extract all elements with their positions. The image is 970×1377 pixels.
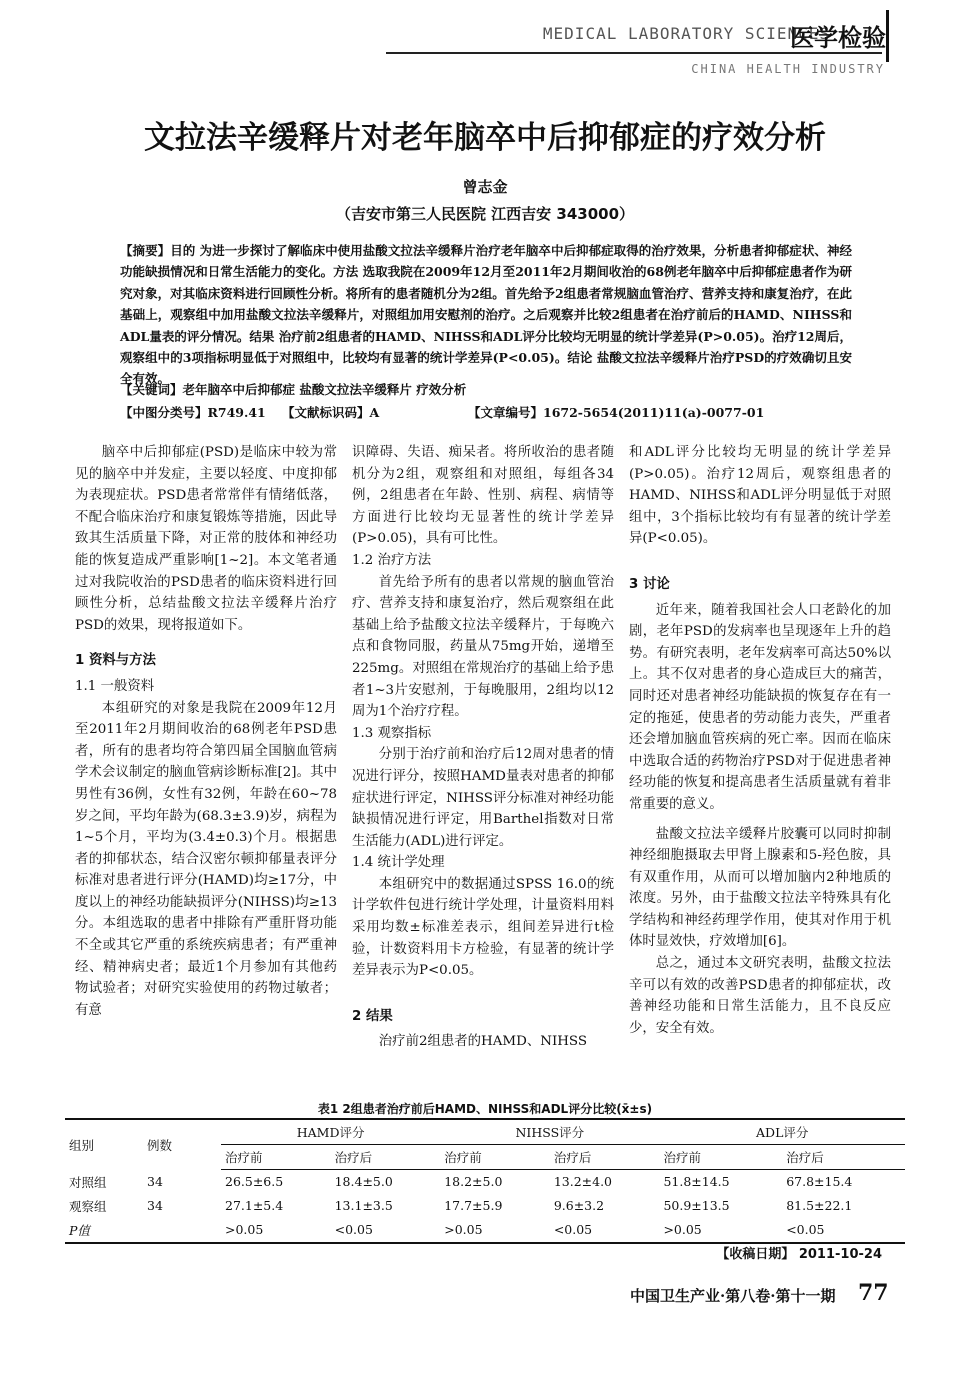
- discussion-paragraph-1: 近年来，随着我国社会人口老龄化的加剧，老年PSD的发病率也呈现逐年上升的趋势。有研究表明，老年发病率可高达50%以上。其不仅对患者的身心造成巨大的痛苦，同时还对患者神经功能缺损的恢复存在有一定的拖延，使患者的劳动能力丧失，严重者还会增加脑血管疾病的死亡率。因而在临床中选取合适的药物治疗PSD对于促进患者神经功能的恢复和提高患者生活质量就有着非常重要的意义。: [629, 602, 891, 812]
- table-cell: 67.8±15.4: [786, 1174, 853, 1190]
- keywords: [120, 380, 860, 398]
- section-heading-results: 2 结果: [352, 1008, 393, 1024]
- table-cell: 50.9±13.5: [663, 1198, 730, 1213]
- journal-subtitle-en: CHINA HEALTH INDUSTRY: [691, 62, 885, 76]
- header-rule: [386, 52, 882, 54]
- section-heading-discussion: 3 讨论: [629, 576, 670, 592]
- journal-section-cn: 医学检验: [790, 24, 886, 52]
- table-subheader-after: 治疗后: [782, 1145, 905, 1170]
- table-row: [65, 1218, 905, 1243]
- results-paragraph: 治疗前2组患者的HAMD、NIHSS: [378, 1034, 588, 1050]
- continued-paragraph: 识障碍、失语、痴呆者。将所收治的患者随机分为2组，观察组和对照组，每组各34例，2组患者在年龄、性别、病程、病情等方面进行比较均无显著性的统计学差异(P>0.05)，具有可比性。: [352, 445, 614, 547]
- table-header-adl: ADL评分: [659, 1119, 905, 1145]
- intro-paragraph: 脑卒中后抑郁症(PSD)是临床中较为常见的脑卒中并发症，主要以轻度、中度抑郁为表现症状。PSD患者常常伴有情绪低落，不配合临床治疗和康复锻炼等措施，因此导致其生活质量下降，对正常的肢体和神经功能的恢复造成严重影响[1~2]。本文笔者通过对我院收治的PSD患者的临床资料进行回顾性分析，总结盐酸文拉法辛缓释片治疗PSD的效果，现将报道如下。: [75, 445, 337, 633]
- discussion-paragraph-2: 盐酸文拉法辛缓释片胶囊可以同时抑制神经细胞摄取去甲肾上腺素和5-羟色胺，具有双重作用，从而可以增加脑内2种地质的浓度。另外，由于盐酸文拉法辛特殊具有化学结构和神经药理学作用，使其对作用于机体时显效快，疗效增加[6]。: [629, 826, 891, 950]
- table-cell: 17.7±5.9: [444, 1198, 503, 1213]
- author-affiliation: （吉安市第三人民医院 江西吉安 343000）: [335, 205, 635, 223]
- abstract-text: 目的 为进一步探讨了解临床中使用盐酸文拉法辛缓释片治疗老年脑卒中后抑郁症取得的治疗效果，分析患者抑郁症状、神经功能缺损情况和日常生活能力的变化。方法 选取我院在2009年12月至2011年2月期间收治的68例老年脑卒中后抑郁症患者作为研究对象，对其临床资料进行回顾性分析。将所有的患者随机分为2组。首先给予2组患者常规脑血管治疗、营养支持和康复治疗，在此基础上，观察组中加用盐酸文拉法辛缓释片，对照组加用安慰剂的治疗。之后观察并比较2组患者在治疗前后的HAMD、NIHSS和ADL量表的评分情况。结果 治疗前2组患者的HAMD、NIHSS和ADL评分比较均无明显的统计学差异(P>0.05)。治疗12周后，观察组中的3项指标明显低于对照组中，比较均有显著的统计学差异(P<0.05)。结论 盐酸文拉法辛缓释片治疗PSD的疗效确切且安全有效。: [120, 243, 852, 387]
- table-subheader-before: 治疗前: [221, 1145, 331, 1170]
- subsection-heading-observation: 1.3 观察指标: [352, 725, 432, 741]
- table-cell-count: 34: [147, 1198, 163, 1213]
- table-subheader-before: 治疗前: [440, 1145, 550, 1170]
- document-code: 【文献标识码】A: [282, 405, 380, 420]
- body-column-1: [75, 442, 337, 1021]
- conclusion-paragraph: 总之，通过本文研究表明，盐酸文拉法辛可以有效的改善PSD患者的抑郁症状，改善神经功能和日常生活能力，且不良反应少，安全有效。: [629, 956, 891, 1036]
- table-cell: 81.5±22.1: [786, 1198, 853, 1213]
- table-cell: >0.05: [659, 1218, 782, 1243]
- table-subheader-after: 治疗后: [331, 1145, 441, 1170]
- subsection-heading-general: 1.1 一般资料: [75, 678, 155, 694]
- table-cell: 26.5±6.5: [225, 1174, 284, 1190]
- table-cell: 18.4±5.0: [334, 1174, 393, 1190]
- table-header-hamd: HAMD评分: [221, 1119, 440, 1145]
- page-number: 77: [858, 1280, 889, 1306]
- results-table: [65, 1118, 905, 1244]
- received-date: 【收稿日期】 2011-10-24: [716, 1247, 882, 1262]
- keywords-text: 老年脑卒中后抑郁症 盐酸文拉法辛缓释片 疗效分析: [182, 382, 467, 397]
- table-cell-group: 观察组: [69, 1198, 107, 1214]
- body-column-3: [629, 442, 891, 1039]
- results-continued-paragraph: 和ADL评分比较均无明显的统计学差异(P>0.05)。治疗12周后，观察组患者的HAMD、NIHSS和ADL评分明显低于对照组中，3个指标比较均有有显著的统计学差异(P<0.05)。: [629, 445, 891, 547]
- table-row: [65, 1170, 905, 1194]
- table-cell: 51.8±14.5: [663, 1174, 730, 1190]
- article-number: 【文章编号】1672-5654(2011)11(a)-0077-01: [468, 405, 765, 420]
- table-cell-group: P值: [65, 1218, 143, 1243]
- table-cell: 27.1±5.4: [225, 1198, 284, 1213]
- header-bar-divider: [886, 10, 889, 62]
- table-cell: 13.2±4.0: [553, 1174, 613, 1190]
- table-header-group: 组别: [65, 1119, 143, 1170]
- table-subheader-after: 治疗后: [550, 1145, 660, 1170]
- table-cell: 9.6±3.2: [553, 1198, 605, 1213]
- body-column-2: [352, 442, 614, 1053]
- table-cell: >0.05: [440, 1218, 550, 1243]
- section-heading-methods: 1 资料与方法: [75, 653, 156, 669]
- general-data-paragraph: 本组研究的对象是我院在2009年12月至2011年2月期间收治的68例老年PSD患者，所有的患者均符合第四届全国脑血管病学术会议制定的脑血管病诊断标准[2]。其中男性有36例，女性有32例，年龄在60~78岁之间，平均年龄为(68.3±3.9)岁，病程为1~5个月，平均为(3.4±0.3)个月。根据患者的抑郁状态，结合汉密尔顿抑郁量表评分标准对患者进行评分(HAMD)均≥17分，中度以上的神经功能缺损评分(NIHSS)均≥13分。本组选取的患者中排除有严重肝肾功能不全或其它严重的系统疾病患者；有严重神经、精神病史者；最近1个月参加有其他药物试验者；对研究实验使用的药物过敏者；有意: [75, 700, 337, 1018]
- table-row: [65, 1194, 905, 1218]
- footer-journal-info: 中国卫生产业·第八卷·第十一期: [630, 1287, 836, 1305]
- clc-number: 【中图分类号】R749.41: [120, 405, 266, 420]
- table-cell: <0.05: [782, 1218, 905, 1243]
- table-cell: 18.2±5.0: [444, 1174, 503, 1190]
- subsection-heading-treatment: 1.2 治疗方法: [352, 552, 432, 568]
- abstract-label: 【摘要】: [120, 243, 171, 258]
- abstract: [120, 240, 852, 390]
- table-cell-count: [143, 1218, 221, 1243]
- table-cell-group: 对照组: [69, 1174, 107, 1190]
- article-author: 曾志金: [462, 178, 508, 196]
- table-cell: <0.05: [331, 1218, 441, 1243]
- table-cell: <0.05: [550, 1218, 660, 1243]
- table-cell-count: 34: [147, 1174, 163, 1189]
- table-caption: 表1 2组患者治疗前后HAMD、NIHSS和ADL评分比较(x̄±s): [317, 1102, 653, 1116]
- keywords-label: 【关键词】: [120, 382, 183, 397]
- table-cell: 13.1±3.5: [334, 1198, 393, 1213]
- observation-paragraph: 分别于治疗前和治疗后12周对患者的情况进行评分，按照HAMD量表对患者的抑郁症状进行评定，NIHSS评分标准对神经功能缺损情况进行评定，用Barthel指数对日常生活能力(ADL)进行评定。: [352, 747, 614, 849]
- statistics-paragraph: 本组研究中的数据通过SPSS 16.0的统计学软件包进行统计学处理，计量资料用料采用均数±标准差表示，组间差异进行t检验，计数资料用卡方检验，有显著的统计学差异表示为P<0.05。: [352, 876, 614, 979]
- article-title: 文拉法辛缓释片对老年脑卒中后抑郁症的疗效分析: [144, 120, 826, 156]
- journal-name-en: MEDICAL LABORATORY SCIENCES: [542, 24, 830, 43]
- subsection-heading-statistics: 1.4 统计学处理: [352, 855, 445, 871]
- treatment-paragraph: 首先给予所有的患者以常规的脑血管治疗、营养支持和康复治疗，然后观察组在此基础上给予盐酸文拉法辛缓释片，于每晚六点和食物同服，药量从75mg开始，递增至225mg。对照组在常规治疗的基础上给予患者1~3片安慰剂，于每晚服用，2组均以12周为1个治疗疗程。: [352, 574, 614, 720]
- table-header-count: 例数: [143, 1119, 221, 1170]
- table-subheader-before: 治疗前: [659, 1145, 782, 1170]
- table-header-nihss: NIHSS评分: [440, 1119, 659, 1145]
- table-cell: >0.05: [221, 1218, 331, 1243]
